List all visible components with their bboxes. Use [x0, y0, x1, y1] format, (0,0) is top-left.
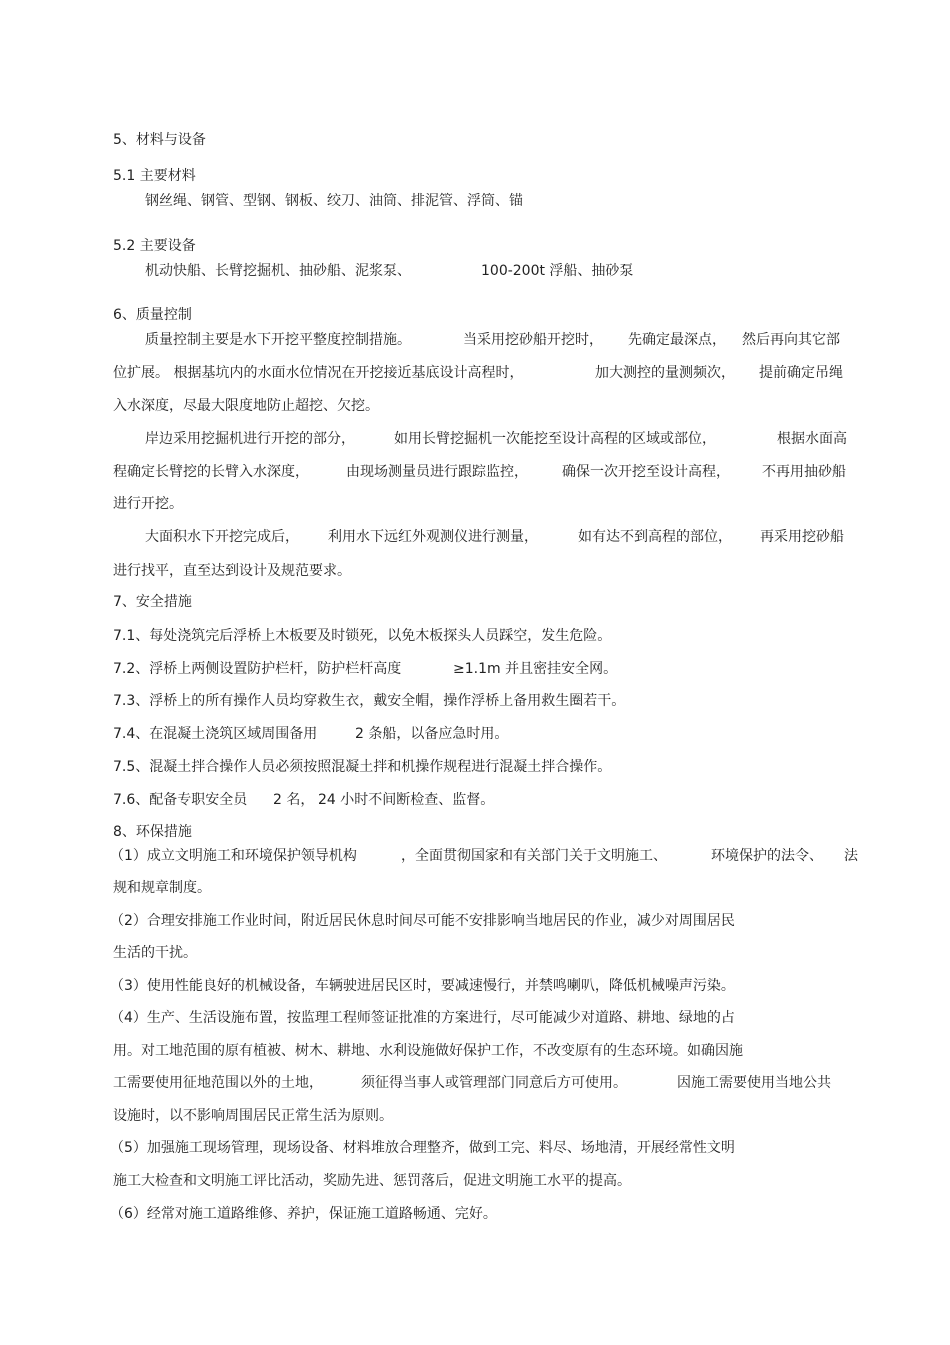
- list-item-line: （5）加强施工现场管理，现场设备、材料堆放合理整齐，做到工完、料尽、场地清，开展经常性文明: [110, 1140, 735, 1156]
- text-segment: 质量控制主要是水下开挖平整度控制措施。: [145, 332, 411, 348]
- text-segment: 利用水下远红外观测仪进行测量，: [328, 529, 538, 545]
- section-5-2-body: [145, 261, 634, 281]
- text-segment: ，全面贯彻国家和有关部门关于文明施工、: [401, 848, 667, 864]
- text-segment: 7.4、在混凝土浇筑区域周围备用: [113, 726, 318, 742]
- list-item-line: 设施时，以不影响周围居民正常生活为原则。: [113, 1108, 393, 1124]
- paragraph-line: [145, 527, 844, 547]
- text-segment: 程确定长臂挖的长臂入水深度，: [113, 464, 309, 480]
- list-item-line: （6）经常对施工道路维修、养护，保证施工道路畅通、完好。: [110, 1206, 497, 1222]
- text-segment: 100-200t 浮船、抽砂泵: [481, 263, 634, 279]
- section-7-heading: 7、安全措施: [113, 594, 192, 610]
- list-item: [113, 790, 495, 810]
- paragraph-line: [113, 363, 843, 383]
- section-5-2-heading: 5.2 主要设备: [113, 238, 196, 254]
- section-6-heading: 6、质量控制: [113, 307, 192, 323]
- list-item-line: [110, 846, 858, 866]
- text-segment: 2 名，: [273, 792, 315, 808]
- paragraph-line: [113, 462, 846, 482]
- text-segment: 根据水面高: [777, 431, 847, 447]
- list-item-line: 生活的干扰。: [113, 945, 197, 961]
- list-item: [113, 659, 618, 679]
- list-item-line: 施工大检查和文明施工评比活动，奖励先进、惩罚落后，促进文明施工水平的提高。: [113, 1173, 631, 1189]
- text-segment: 工需要使用征地范围以外的土地，: [113, 1075, 323, 1091]
- text-segment: 位扩展。 根据基坑内的水面水位情况在开挖接近基底设计高程时，: [113, 365, 524, 381]
- text-segment: 确保一次开挖至设计高程，: [562, 464, 730, 480]
- text-segment: 大面积水下开挖完成后，: [145, 529, 299, 545]
- text-segment: 机动快船、长臂挖掘机、抽砂船、泥浆泵、: [145, 263, 411, 279]
- list-item-line: （4）生产、生活设施布置，按监理工程师签证批准的方案进行，尽可能减少对道路、耕地、绿地的占: [110, 1010, 735, 1026]
- paragraph-line: 进行开挖。: [113, 496, 183, 512]
- text-segment: 岸边采用挖掘机进行开挖的部分，: [145, 431, 355, 447]
- paragraph-line: [145, 429, 847, 449]
- text-segment: 不再用抽砂船: [762, 464, 846, 480]
- text-segment: 先确定最深点，: [628, 332, 726, 348]
- section-8-heading: 8、环保措施: [113, 824, 192, 840]
- text-segment: 7.6、配备专职安全员: [113, 792, 248, 808]
- list-item: 7.1、每处浇筑完后浮桥上木板要及时锁死，以免木板探头人员踩空，发生危险。: [113, 628, 612, 644]
- text-segment: 24 小时不间断检查、监督。: [318, 792, 495, 808]
- paragraph-line: 进行找平，直至达到设计及规范要求。: [113, 563, 351, 579]
- list-item: 7.3、浮桥上的所有操作人员均穿救生衣，戴安全帽，操作浮桥上备用救生圈若干。: [113, 693, 626, 709]
- list-item-line: 规和规章制度。: [113, 880, 211, 896]
- list-item-line: （3）使用性能良好的机械设备，车辆驶进居民区时，要减速慢行，并禁鸣喇叭，降低机械噪声污染。: [110, 978, 735, 994]
- text-segment: 提前确定吊绳: [759, 365, 843, 381]
- text-segment: 如用长臂挖掘机一次能挖至设计高程的区域或部位，: [394, 431, 716, 447]
- text-segment: 环境保护的法令、: [711, 848, 823, 864]
- text-segment: ≥1.1m 并且密挂安全网。: [453, 661, 618, 677]
- section-5-1-body: 钢丝绳、钢管、型钢、钢板、绞刀、油筒、排泥管、浮筒、锚: [145, 193, 523, 209]
- list-item: [113, 724, 509, 744]
- list-item-line: （2）合理安排施工作业时间，附近居民休息时间尽可能不安排影响当地居民的作业，减少对周围居民: [110, 913, 735, 929]
- list-item: 7.5、混凝土拌合操作人员必须按照混凝土拌和机操作规程进行混凝土拌合操作。: [113, 759, 612, 775]
- text-segment: 2 条船，以备应急时用。: [355, 726, 509, 742]
- section-5-heading: 5、材料与设备: [113, 132, 206, 148]
- paragraph-line: [145, 330, 840, 350]
- paragraph-line: 入水深度，尽最大限度地防止超挖、欠挖。: [113, 398, 379, 414]
- list-item-line: 用。对工地范围的原有植被、树木、耕地、水利设施做好保护工作，不改变原有的生态环境。如确因施: [113, 1043, 743, 1059]
- list-item-line: [113, 1073, 831, 1093]
- text-segment: 当采用挖砂船开挖时，: [463, 332, 603, 348]
- text-segment: 然后再向其它部: [742, 332, 840, 348]
- section-5-1-heading: 5.1 主要材料: [113, 168, 196, 184]
- text-segment: 再采用挖砂船: [760, 529, 844, 545]
- text-segment: 如有达不到高程的部位，: [578, 529, 732, 545]
- text-segment: 法: [844, 848, 858, 864]
- text-segment: 因施工需要使用当地公共: [677, 1075, 831, 1091]
- text-segment: 加大测控的量测频次，: [595, 365, 735, 381]
- text-segment: 须征得当事人或管理部门同意后方可使用。: [361, 1075, 627, 1091]
- text-segment: 7.2、浮桥上两侧设置防护栏杆，防护栏杆高度: [113, 661, 402, 677]
- text-segment: （1）成立文明施工和环境保护领导机构: [110, 848, 357, 864]
- text-segment: 由现场测量员进行跟踪监控，: [346, 464, 528, 480]
